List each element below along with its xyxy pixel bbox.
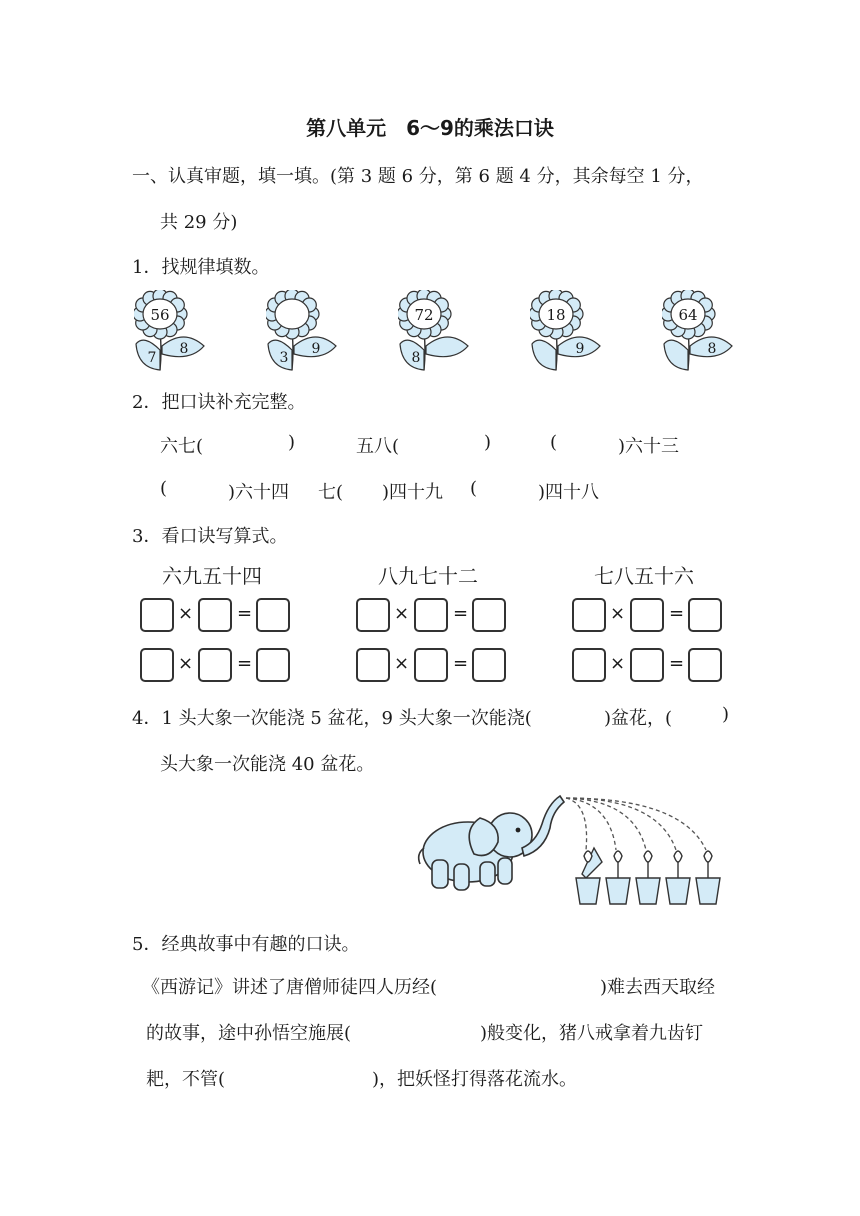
flower-2 bbox=[266, 290, 338, 372]
flower-4 bbox=[530, 290, 602, 372]
elephant-watering-flowers-illustration bbox=[410, 790, 740, 915]
multiply-sign: × bbox=[394, 603, 410, 624]
answer-box[interactable] bbox=[256, 598, 290, 632]
question-5-line2-a: 的故事，途中孙悟空施展( bbox=[146, 1023, 352, 1044]
answer-box[interactable] bbox=[414, 598, 448, 632]
answer-box[interactable] bbox=[630, 598, 664, 632]
answer-box[interactable] bbox=[630, 648, 664, 682]
answer-box[interactable] bbox=[256, 648, 290, 682]
answer-box[interactable] bbox=[688, 598, 722, 632]
rhyme-3: 七八五十六 bbox=[594, 564, 694, 588]
flower-left-leaf-number: 8 bbox=[411, 350, 421, 366]
question-5-line2-b: )般变化，猪八戒拿着九齿钉 bbox=[480, 1023, 704, 1044]
equals-sign: = bbox=[669, 603, 685, 624]
question-3-text: 3．看口诀写算式。 bbox=[132, 526, 288, 547]
equals-sign: = bbox=[453, 653, 469, 674]
equals-sign: = bbox=[237, 653, 253, 674]
question-4-line1-c: ) bbox=[722, 704, 730, 725]
fill-item-4-open: ( bbox=[160, 478, 168, 499]
rhyme-1: 六九五十四 bbox=[162, 564, 262, 588]
fill-item-1-open: 六七( bbox=[160, 436, 204, 457]
question-5-line1-a: 《西游记》讲述了唐僧师徒四人历经( bbox=[142, 977, 438, 998]
answer-box[interactable] bbox=[356, 648, 390, 682]
flower-right-leaf-number: 8 bbox=[179, 341, 189, 357]
section-1-heading-line2: 共 29 分) bbox=[160, 212, 238, 233]
equals-sign: = bbox=[453, 603, 469, 624]
fill-item-6-open: ( bbox=[470, 478, 478, 499]
answer-box[interactable] bbox=[140, 598, 174, 632]
page-title: 第八单元 6～9的乘法口诀 bbox=[306, 116, 554, 140]
fill-item-1-close: ) bbox=[288, 432, 296, 453]
flower-left-leaf-number: 7 bbox=[147, 350, 157, 366]
answer-box[interactable] bbox=[472, 598, 506, 632]
flower-left-leaf-number: 3 bbox=[279, 350, 289, 366]
flower-right-leaf-number: 9 bbox=[575, 341, 585, 357]
equals-sign: = bbox=[237, 603, 253, 624]
question-2-text: 2．把口诀补充完整。 bbox=[132, 392, 306, 413]
flower-center-number: 64 bbox=[678, 306, 698, 324]
fill-item-4-close: )六十四 bbox=[228, 482, 290, 503]
answer-box[interactable] bbox=[572, 648, 606, 682]
question-5-line3-a: 耙，不管( bbox=[146, 1069, 226, 1090]
flower-center-number: 56 bbox=[150, 306, 170, 324]
multiply-sign: × bbox=[178, 603, 194, 624]
flower-center-number: 18 bbox=[546, 306, 566, 324]
multiply-sign: × bbox=[394, 653, 410, 674]
equals-sign: = bbox=[669, 653, 685, 674]
answer-box[interactable] bbox=[688, 648, 722, 682]
answer-box[interactable] bbox=[198, 648, 232, 682]
question-4-line2: 头大象一次能浇 40 盆花。 bbox=[160, 754, 375, 775]
fill-item-5-close: )四十九 bbox=[382, 482, 444, 503]
section-1-heading-line1: 一、认真审题，填一填。(第 3 题 6 分，第 6 题 4 分，其余每空 1 分， bbox=[132, 166, 704, 187]
flower-1 bbox=[134, 290, 206, 372]
answer-box[interactable] bbox=[140, 648, 174, 682]
multiply-sign: × bbox=[610, 603, 626, 624]
fill-item-6-close: )四十八 bbox=[538, 482, 600, 503]
answer-box[interactable] bbox=[572, 598, 606, 632]
multiply-sign: × bbox=[178, 653, 194, 674]
question-5-text: 5．经典故事中有趣的口诀。 bbox=[132, 934, 360, 955]
flower-5 bbox=[662, 290, 734, 372]
rhyme-2: 八九七十二 bbox=[378, 564, 478, 588]
answer-box[interactable] bbox=[472, 648, 506, 682]
fill-item-2-open: 五八( bbox=[356, 436, 400, 457]
flower-right-leaf-number: 9 bbox=[311, 341, 321, 357]
question-5-line1-b: )难去西天取经 bbox=[600, 977, 716, 998]
flower-3 bbox=[398, 290, 470, 372]
question-4-line1-b: )盆花，( bbox=[604, 708, 673, 729]
flower-center-number: 72 bbox=[414, 306, 434, 324]
flower-right-leaf-number: 8 bbox=[707, 341, 717, 357]
answer-box[interactable] bbox=[356, 598, 390, 632]
fill-item-3-open: ( bbox=[550, 432, 558, 453]
question-5-line3-b: )，把妖怪打得落花流水。 bbox=[372, 1069, 578, 1090]
fill-item-5-open: 七( bbox=[318, 482, 344, 503]
fill-item-2-close: ) bbox=[484, 432, 492, 453]
answer-box[interactable] bbox=[414, 648, 448, 682]
question-1-text: 1．找规律填数。 bbox=[132, 257, 270, 278]
fill-item-3-close: )六十三 bbox=[618, 436, 680, 457]
answer-box[interactable] bbox=[198, 598, 232, 632]
question-4-line1-a: 4．1 头大象一次能浇 5 盆花，9 头大象一次能浇( bbox=[132, 708, 532, 729]
multiply-sign: × bbox=[610, 653, 626, 674]
